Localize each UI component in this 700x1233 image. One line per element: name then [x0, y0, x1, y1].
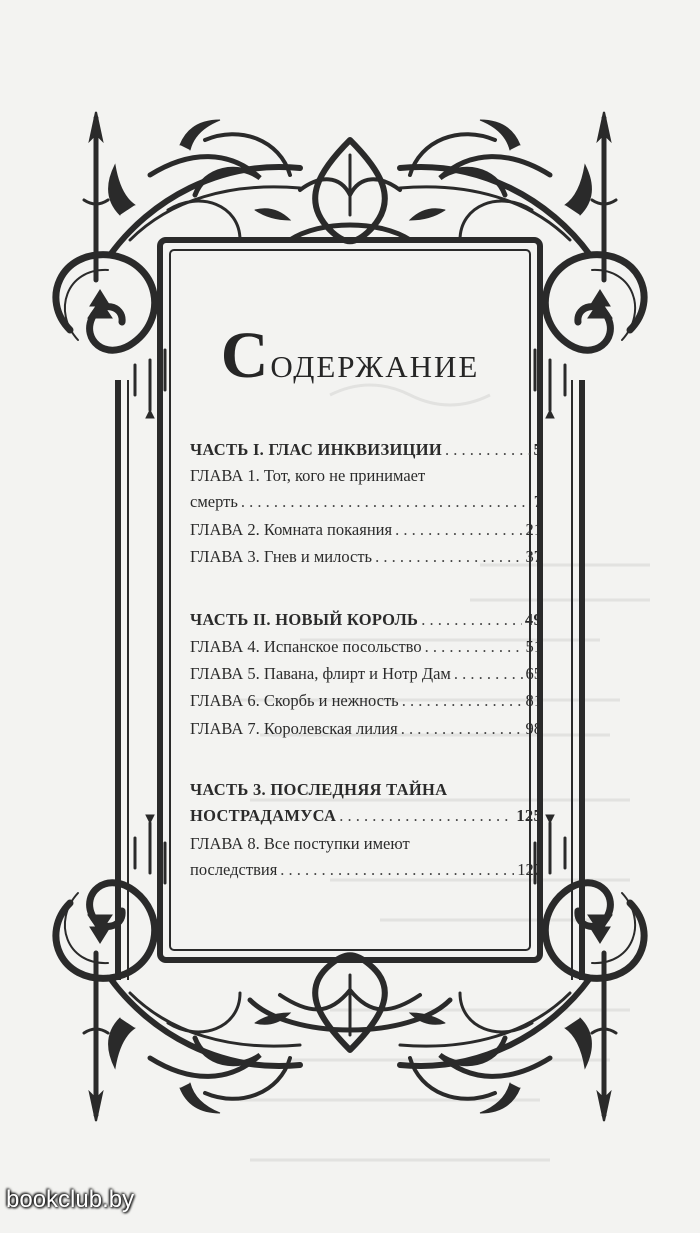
toc-entry-label: последствия	[190, 860, 278, 879]
toc-entry-label: ГЛАВА 7. Королевская лилия	[190, 719, 398, 738]
toc-entry-label: ЧАСТЬ II. НОВЫЙ КОРОЛЬ	[190, 610, 419, 629]
page-title	[150, 318, 550, 394]
toc-entry-label: ГЛАВА 1. Тот, кого не принимает	[190, 466, 426, 485]
toc-page-number: 5	[533, 440, 542, 459]
title-rest: одержание	[270, 338, 480, 387]
dot-leader	[280, 860, 514, 880]
toc-entry-chapter-1-line1[interactable]	[190, 466, 542, 490]
dot-leader	[401, 719, 523, 739]
toc-entry-label: смерть	[190, 492, 238, 511]
dot-leader	[375, 547, 522, 567]
toc-page-number: 51	[525, 637, 542, 656]
toc-page-number: 98	[525, 719, 542, 738]
toc-entry-chapter-8-line1[interactable]	[190, 834, 542, 858]
toc-entry-chapter-6[interactable]	[190, 691, 542, 715]
toc-entry-chapter-7[interactable]	[190, 719, 542, 743]
watermark-text: bookclub.by	[6, 1186, 135, 1213]
toc-entry-chapter-8-line2[interactable]	[190, 860, 542, 884]
toc-entry-chapter-1-line2[interactable]	[190, 492, 542, 516]
dot-leader	[454, 664, 523, 684]
dot-leader	[241, 492, 531, 512]
toc-entry-chapter-4[interactable]	[190, 637, 542, 661]
toc-page-number: 21	[525, 520, 542, 539]
toc-entry-part-3-line2[interactable]	[190, 806, 542, 830]
toc-entry-label: ГЛАВА 3. Гнев и милость	[190, 547, 373, 566]
dot-leader	[445, 440, 530, 460]
toc-entry-label: ГЛАВА 6. Скорбь и нежность	[190, 691, 399, 710]
dot-leader	[339, 806, 513, 826]
dot-leader	[395, 520, 522, 540]
toc-page-number: 81	[525, 691, 542, 710]
dot-leader	[425, 637, 523, 657]
toc-entry-label: ГЛАВА 2. Комната покаяния	[190, 520, 393, 539]
toc-entry-chapter-2[interactable]	[190, 520, 542, 544]
toc-entry-label: ГЛАВА 4. Испанское посольство	[190, 637, 422, 656]
toc-entry-part-2[interactable]	[190, 610, 542, 634]
toc-page-number: 125	[516, 806, 542, 825]
toc-entry-label: ГЛАВА 5. Павана, флирт и Нотр Дам	[190, 664, 451, 683]
dot-leader	[421, 610, 522, 630]
title-drop-cap: С	[220, 319, 271, 392]
toc-page-number: 127	[517, 860, 542, 879]
toc-page-number: 7	[533, 492, 542, 511]
toc-entry-label: ЧАСТЬ I. ГЛАС ИНКВИЗИЦИИ	[190, 440, 442, 459]
toc-entry-label: ГЛАВА 8. Все поступки имеют	[190, 834, 410, 853]
toc-entry-label: ЧАСТЬ 3. ПОСЛЕДНЯЯ ТАЙНА	[190, 780, 448, 799]
toc-entry-part-3-line1[interactable]	[190, 780, 542, 804]
toc-entry-part-1[interactable]	[190, 440, 542, 464]
toc-page-number: 65	[525, 664, 542, 683]
toc-page-number: 49	[524, 610, 542, 629]
toc-page-number: 37	[525, 547, 542, 566]
dot-leader	[402, 691, 523, 711]
toc-entry-chapter-3[interactable]	[190, 547, 542, 571]
toc-entry-label: НОСТРАДАМУСА	[190, 806, 337, 825]
toc-entry-chapter-5[interactable]	[190, 664, 542, 688]
